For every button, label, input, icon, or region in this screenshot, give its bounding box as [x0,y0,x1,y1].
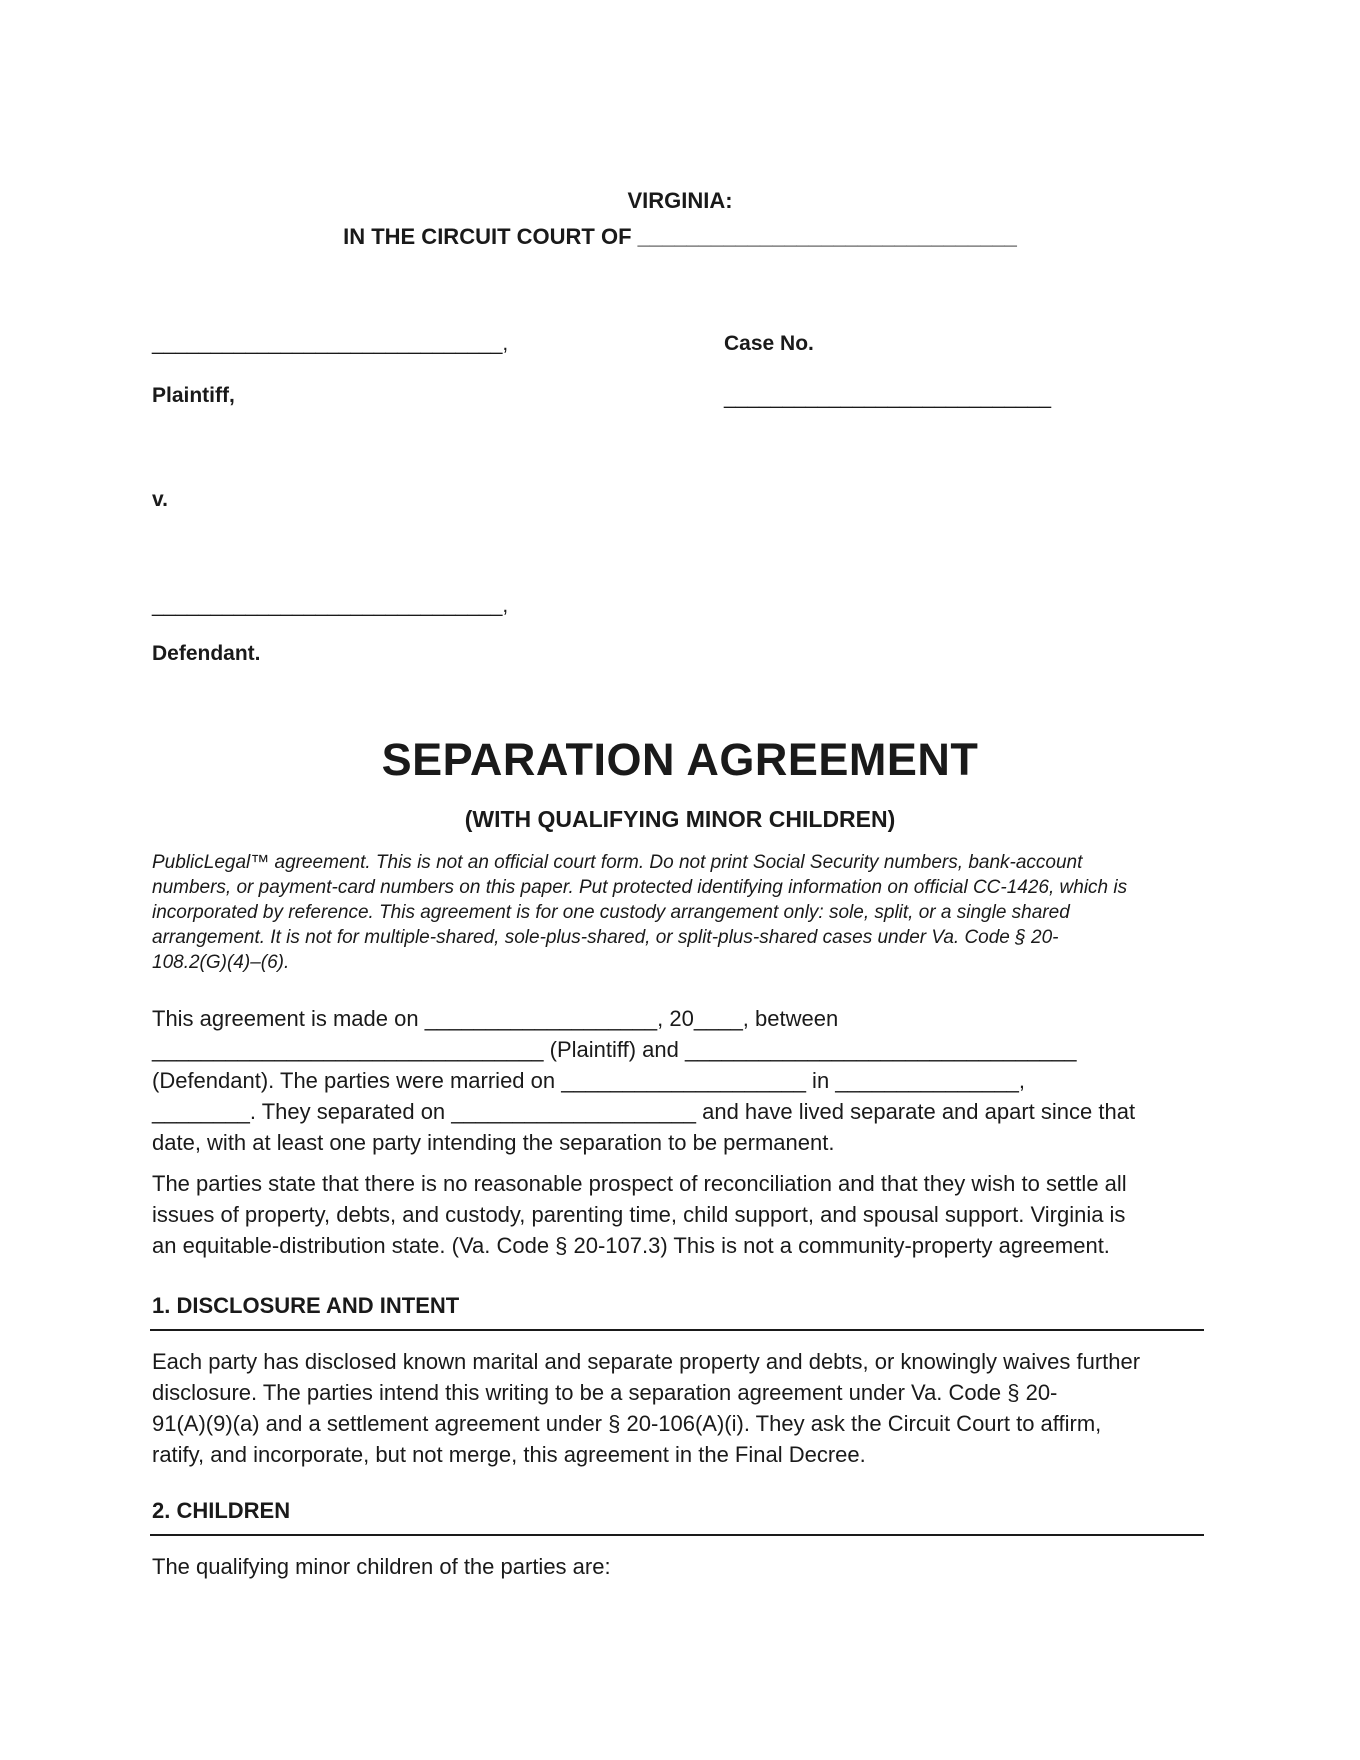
case-number-blank: ____________________________ [724,386,1052,409]
intro-paragraph [152,1003,1206,1158]
section-heading-children: 2. CHILDREN [152,1498,291,1523]
section-heading-disclosure: 1. DISCLOSURE AND INTENT [152,1293,460,1318]
defendant-name-blank: ______________________________, [152,594,509,617]
section-line: The qualifying minor children of the parties are: [152,1554,611,1579]
document-title: SEPARATION AGREEMENT [381,734,979,785]
section-line: disclosure. The parties intend this writing to be a separation agreement under Va. Code § 20- [152,1380,1058,1405]
section-divider [150,1329,1204,1331]
intro-line: ________. They separated on ____________________ and have lived separate and apart since that [152,1099,1136,1124]
section-line: 91(A)(9)(a) and a settlement agreement under § 20-106(A)(i). They ask the Circuit Court to affirm, [152,1411,1102,1436]
recital-line: The parties state that there is no reasonable prospect of reconciliation and that they wish to settle all [152,1171,1127,1196]
case-number-label: Case No. [724,332,814,355]
circuit-court-line: IN THE CIRCUIT COURT OF _______________________________ [343,224,1017,249]
court-state: VIRGINIA: [627,188,733,213]
section-divider [150,1534,1204,1536]
intro-line: This agreement is made on ___________________, 20____, between [152,1006,839,1031]
disclaimer-line: incorporated by reference. This agreement is for one custody arrangement only: sole, split, or a single shared [152,902,1070,923]
disclaimer-paragraph [152,850,1206,975]
section-body-disclosure [152,1346,1206,1470]
plaintiff-label: Plaintiff, [152,384,235,407]
section-body-children [152,1551,1206,1582]
recital-paragraph [152,1168,1206,1261]
recital-line: issues of property, debts, and custody, parenting time, child support, and spousal support. Virginia is [152,1202,1126,1227]
disclaimer-line: arrangement. It is not for multiple-shared, sole-plus-shared, or split-plus-shared cases under Va. Code § 20- [152,927,1059,948]
document-subtitle: (WITH QUALIFYING MINOR CHILDREN) [464,806,896,832]
section-line: Each party has disclosed known marital and separate property and debts, or knowingly waives further [152,1349,1141,1374]
intro-line: (Defendant). The parties were married on ____________________ in _______________, [152,1068,1025,1093]
intro-line: date, with at least one party intending the separation to be permanent. [152,1130,835,1155]
defendant-label: Defendant. [152,642,261,665]
disclaimer-line: PublicLegal™ agreement. This is not an official court form. Do not print Social Security numbers, bank-account [152,852,1083,873]
disclaimer-line: numbers, or payment-card numbers on this paper. Put protected identifying information on official CC-1426, which is [152,877,1128,898]
versus-label: v. [152,488,168,511]
recital-line: an equitable-distribution state. (Va. Code § 20-107.3) This is not a community-property agreement. [152,1233,1110,1258]
plaintiff-name-blank: ______________________________, [152,332,509,355]
intro-line: ________________________________ (Plaintiff) and ________________________________ [152,1037,1077,1062]
section-line: ratify, and incorporate, but not merge, this agreement in the Final Decree. [152,1442,866,1467]
disclaimer-line: 108.2(G)(4)–(6). [152,952,290,973]
